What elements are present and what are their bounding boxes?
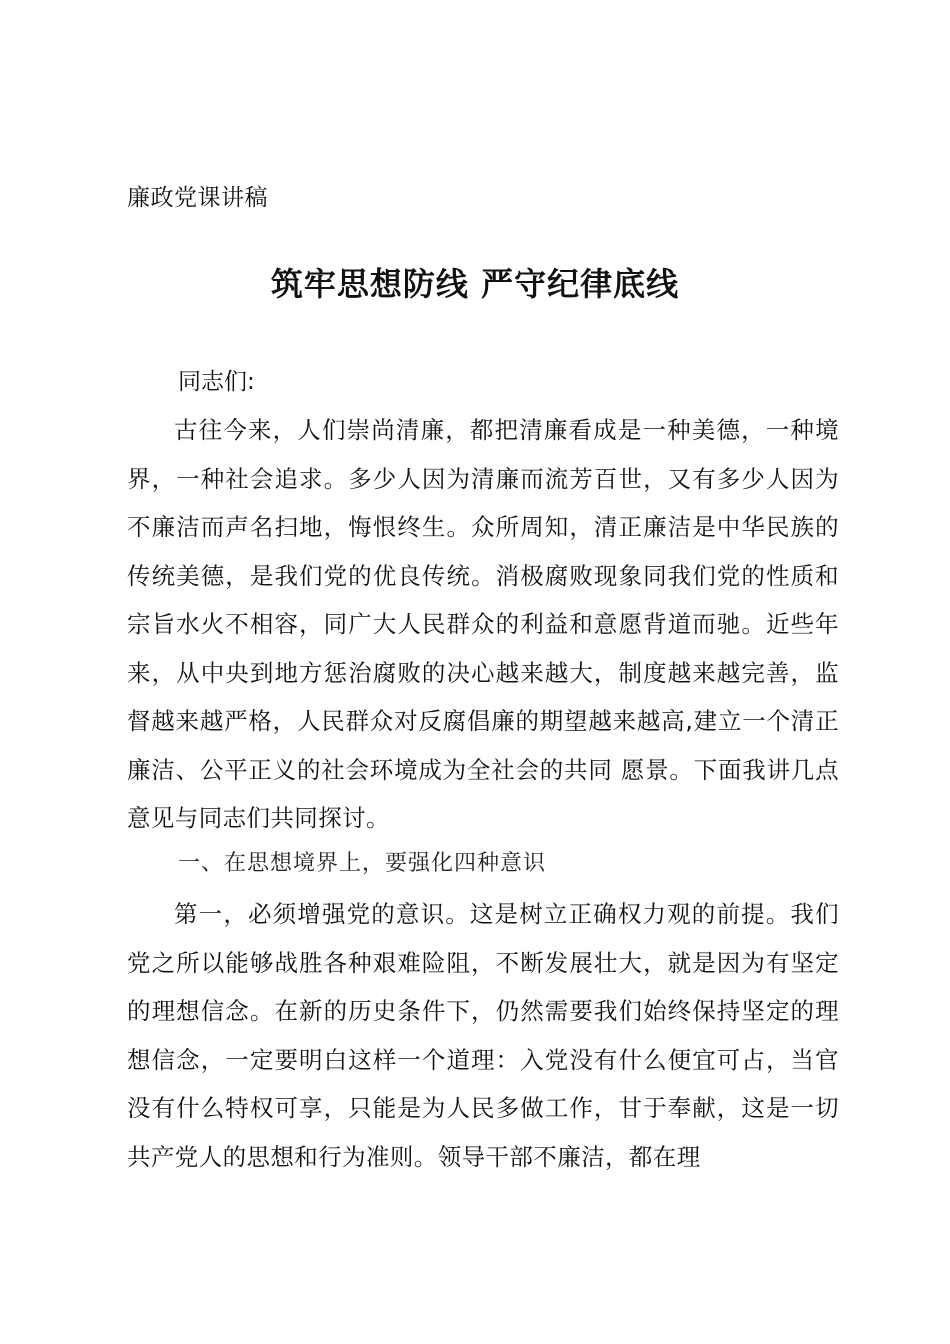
- salutation: 同志们:: [178, 369, 255, 395]
- document-title: 筑牢思想防线 严守纪律底线: [270, 265, 680, 303]
- paragraph-intro: 古往今来，人们崇尚清廉，都把清廉看成是一种美德，一种境界，一种社会追求。多少人因为清廉而流芳百世，又有多少人因为不廉洁而声名扫地，悔恨终生。众所周知，清正廉洁是中华民族的传统美德，是我们党的优良传统。消极腐败现象同我们党的性质和宗旨水火不相容，同广大人民群众的利益和意愿背道而驰。近些年来，从中央到地方惩治腐败的决心越来越大，制度越来越完善，监督越来越严格，人民群众对反腐倡廉的期望越来越高,建立一个清正廉洁、公平正义的社会环境成为全社会的共同 愿景。下面我讲几点意见与同志们共同探讨。: [127, 416, 839, 832]
- section-heading-1: 一、在思想境界上，要强化四种意识: [178, 851, 547, 876]
- document-label: 廉政党课讲稿: [127, 185, 268, 211]
- paragraph-party-awareness: 第一，必须增强党的意识。这是树立正确权力观的前提。我们党之所以能够战胜各种艰难险阻，不断发展壮大，就是因为有坚定的理想信念。在新的历史条件下，仍然需要我们始终保持坚定的理想信念，一定要明白这样一个道理：入党没有什么便宜可占，当官没有什么特权可享，只能是为人民多做工作，甘于奉献，这是一切共产党人的思想和行为准则。领导干部不廉洁，都在理: [127, 900, 839, 1171]
